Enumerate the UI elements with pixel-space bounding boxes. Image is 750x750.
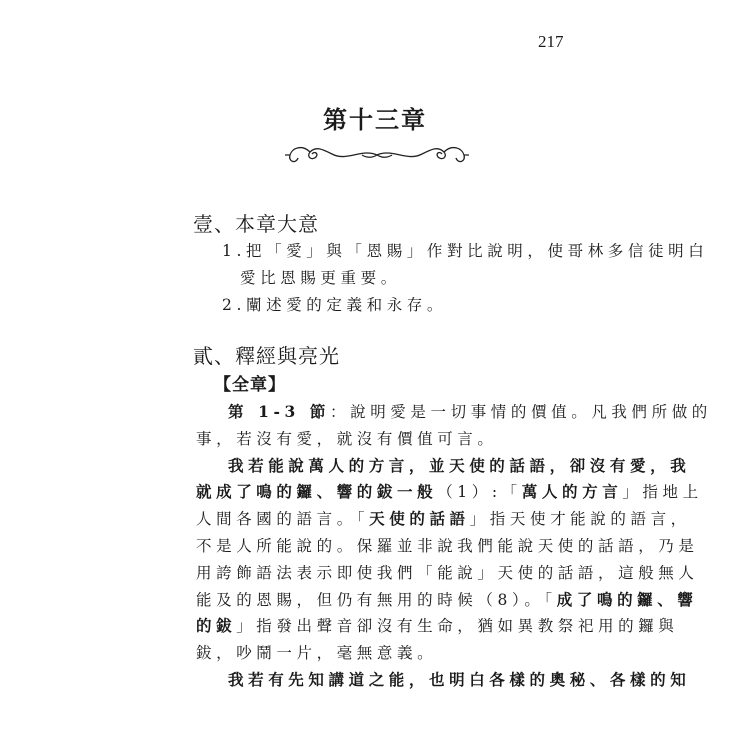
text-segment: （1）:「 (437, 483, 522, 502)
text-line (222, 293, 447, 315)
text-segment: 」指發出聲音卻沒有生命，猶如異教祭祀用的鑼與 (236, 617, 679, 636)
text-line (196, 641, 437, 663)
text-line (228, 454, 690, 476)
text-segment: 第 1-3 節 (228, 402, 330, 421)
text-line (196, 480, 703, 502)
ornament-divider-icon (282, 140, 472, 170)
text-segment: 愛比恩賜更重要。 (240, 269, 401, 287)
text-segment: 的鈸 (196, 616, 237, 636)
text-line (196, 534, 699, 556)
text-segment: 我若有先知講道之能，也明白各樣的奧秘、各樣的知 (228, 670, 691, 689)
text-segment: 成了鳴的鑼、響 (556, 589, 698, 609)
text-segment: 我若能說萬人的方言，並天使的話語，卻沒有愛，我 (228, 455, 691, 475)
text-line (196, 588, 697, 610)
page-number: 217 (538, 32, 564, 51)
text-segment: 用誇飾語法表示即使我們「能說」天使的話語，這般無人 (196, 563, 699, 582)
text-line (196, 561, 699, 583)
text-segment: 能及的恩賜，但仍有無用的時候（8）。「 (196, 590, 557, 609)
subheading-whole-chapter: 【全章】 (214, 375, 286, 395)
text-line (196, 507, 691, 529)
text-segment: 」指天使才能說的語言， (469, 510, 691, 529)
text-line (222, 239, 708, 261)
text-line (228, 668, 690, 690)
text-line (228, 400, 712, 422)
text-segment: 」指地上 (622, 483, 703, 502)
text-segment: 人間各國的語言。「 (196, 510, 370, 529)
text-segment: 萬人的方言 (521, 482, 623, 502)
chapter-title: 第十三章 (323, 105, 427, 134)
text-segment: 1.把「愛」與「恩賜」作對比說明，使哥林多信徒明白 (222, 242, 709, 260)
section-heading-exposition: 貳、釋經與亮光 (193, 344, 340, 368)
text-line (196, 427, 498, 449)
text-segment: 事，若沒有愛，就沒有價值可言。 (196, 429, 498, 448)
text-segment: 天使的話語 (369, 509, 470, 529)
text-line (240, 266, 401, 288)
text-segment: 就成了鳴的鑼、響的鈸一般 (196, 482, 438, 502)
text-line (196, 614, 678, 636)
text-segment: 2.闡述愛的定義和永存。 (222, 296, 447, 314)
text-segment: 不是人所能說的。保羅並非說我們能說天使的話語，乃是 (196, 537, 699, 555)
text-segment: ：說明愛是一切事情的價值。凡我們所做的 (330, 403, 712, 421)
text-segment: 鈸，吵鬧一片，毫無意義。 (196, 644, 438, 663)
section-heading-summary: 壹、本章大意 (193, 212, 319, 236)
